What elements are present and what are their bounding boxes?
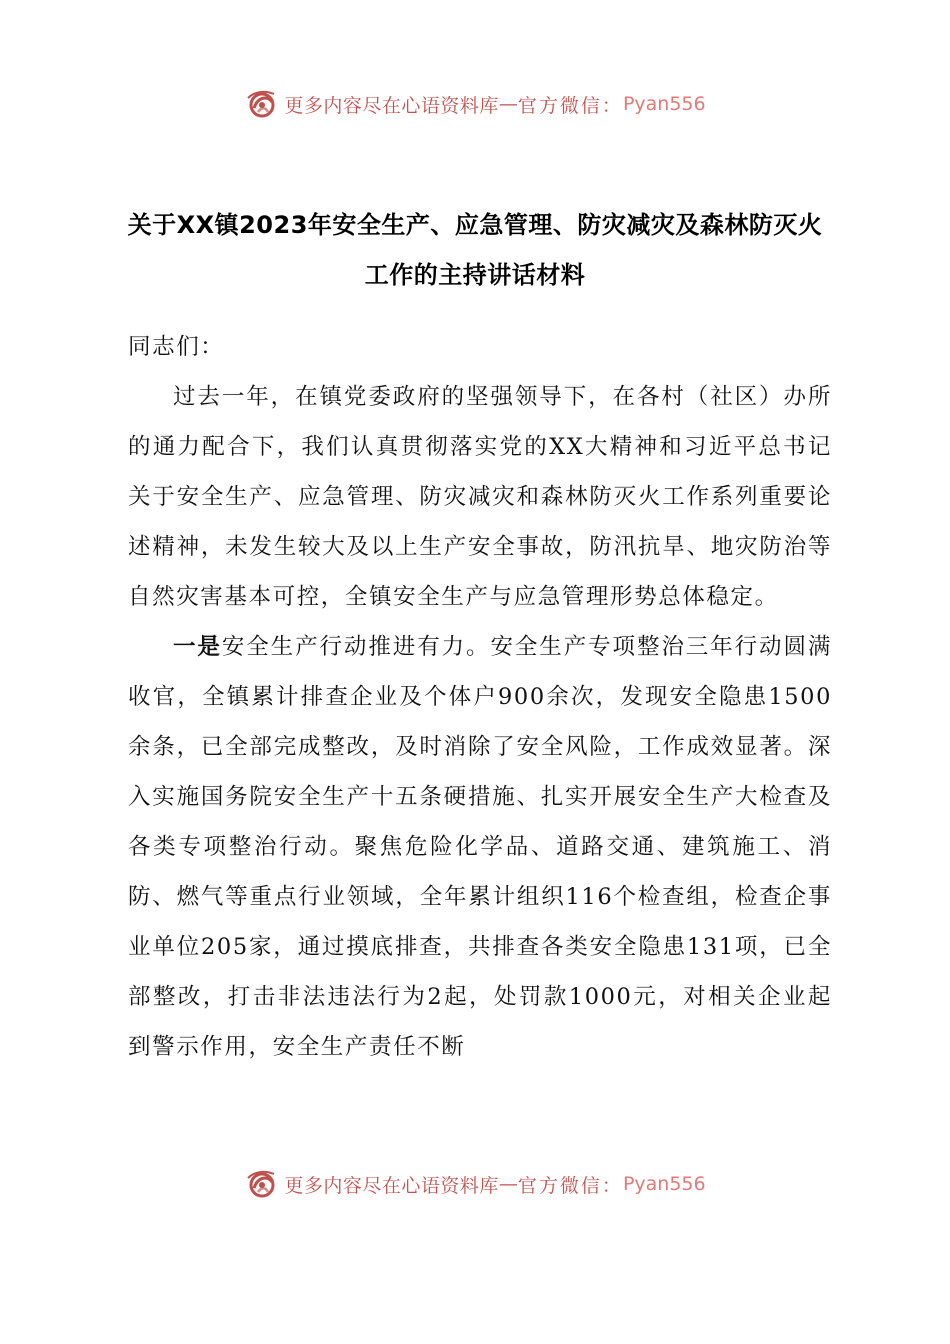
banner-separator: — [498,1173,518,1195]
flame-swirl-logo-icon [244,1166,280,1202]
paragraph-1: 过去一年，在镇党委政府的坚强领导下，在各村（社区）办所的通力配合下，我们认真贯彻落实党的XX大精神和习近平总书记关于安全生产、应急管理、防灾减灾和森林防灭火工作系列重要论述精神，未发生较大及以上生产安全事故，防汛抗旱、地灾防治等自然灾害基本可控，全镇安全生产与应急管理形势总体稳定。 [128,384,832,610]
paragraph-2-text: 安全生产行动推进有力。安全生产专项整治三年行动圆满收官，全镇累计排查企业及个体户900余次，发现安全隐患1500余条，已全部完成整改，及时消除了安全风险，工作成效显著。深入实施国务院安全生产十五条硬措施、扎实开展安全生产大检查及各类专项整治行动。聚焦危险化学品、道路交通、建筑施工、消防、燃气等重点行业领域，全年累计组织116个检查组，检查企事业单位205家，通过摸底排查，共排查各类安全隐患131项，已全部整改，打击非法违法行为2起，处罚款1000元，对相关企业起到警示作用，安全生产责任不断 [128,634,832,1060]
paragraph-2 [128,622,832,1072]
banner-wechat-id: Pyan556 [622,1173,706,1195]
banner-text: 更多内容尽在心语资料库 [284,1174,499,1197]
flame-swirl-logo-icon [244,86,280,122]
header-banner [0,84,950,124]
banner-separator: — [498,93,518,115]
document-title: 关于XX镇2023年安全生产、应急管理、防灾减灾及森林防灭火工作的主持讲话材料 [127,211,823,289]
salutation: 同志们： [128,334,225,360]
document-body [128,322,832,1072]
banner-text: 更多内容尽在心语资料库 [284,94,499,117]
paragraph-2-lead: 一是 [173,634,222,660]
banner-label: 官方微信： [517,1174,623,1197]
banner-label: 官方微信： [517,94,623,117]
footer-banner [0,1164,950,1204]
banner-wechat-id: Pyan556 [622,93,706,115]
